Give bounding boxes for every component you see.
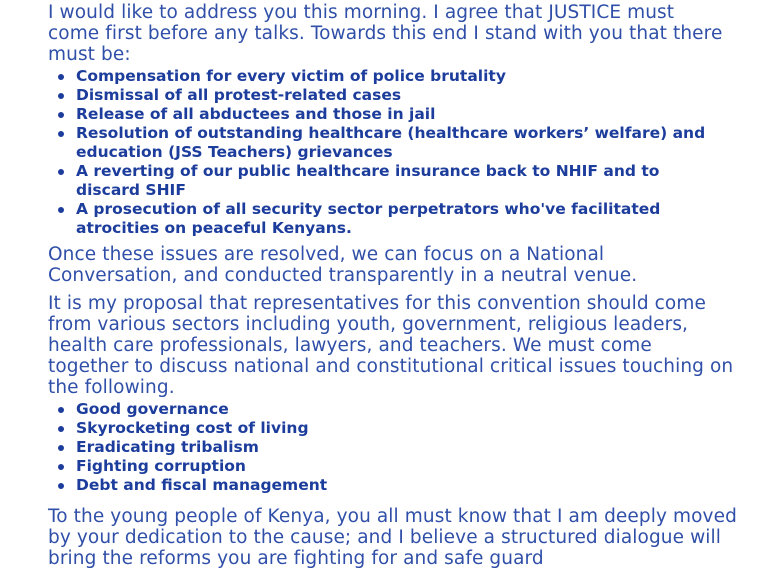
bullet-icon (58, 445, 64, 451)
list-item-text: Compensation for every victim of police brutality (76, 67, 506, 85)
list-item-text: Eradicating tribalism (76, 438, 259, 456)
bullet-icon (58, 464, 64, 470)
proposal-paragraph: It is my proposal that representatives for this convention should come from various sectors including youth, government, religious leaders, health care professionals, lawyers, and teachers. We must come together to discuss national and constitutional critical issues touching on the following. (48, 293, 734, 398)
list-item (58, 457, 718, 476)
issues-list (58, 400, 718, 495)
list-item-text: A prosecution of all security sector perpetrators who've facilitated atrocities on peaceful Kenyans. (76, 200, 661, 237)
bullet-icon (58, 169, 64, 175)
list-item (58, 162, 718, 200)
list-item-text: Dismissal of all protest-related cases (76, 86, 402, 104)
list-item-text: A reverting of our public healthcare insurance back to NHIF and to discard SHIF (76, 162, 660, 199)
bullet-icon (58, 131, 64, 137)
intro-paragraph: I would like to address you this morning. I agree that JUSTICE must come first before any talks. Towards this end I stand with you that there must be: (48, 2, 723, 65)
bullet-icon (58, 112, 64, 118)
list-item (58, 400, 718, 419)
bullet-icon (58, 93, 64, 99)
list-item-text: Resolution of outstanding healthcare (healthcare workers’ welfare) and education (JSS Teachers) grievances (76, 124, 706, 161)
bullet-icon (58, 407, 64, 413)
list-item-text: Release of all abductees and those in jail (76, 105, 436, 123)
list-item (58, 105, 718, 124)
bullet-icon (58, 426, 64, 432)
list-item (58, 438, 718, 457)
list-item-text: Skyrocketing cost of living (76, 419, 309, 437)
demands-list (58, 67, 718, 238)
list-item-text: Fighting corruption (76, 457, 246, 475)
resolved-paragraph: Once these issues are resolved, we can focus on a National Conversation, and conducted transparently in a neutral venue. (48, 244, 638, 286)
list-item (58, 200, 718, 238)
list-item (58, 476, 718, 495)
youth-paragraph: To the young people of Kenya, you all must know that I am deeply moved by your dedication to the cause; and I believe a structured dialogue will bring the reforms you are fighting for and safe guard (48, 506, 737, 569)
list-item-text: Debt and fiscal management (76, 476, 328, 494)
bullet-icon (58, 207, 64, 213)
bullet-icon (58, 483, 64, 489)
list-item (58, 67, 718, 86)
list-item (58, 124, 718, 162)
list-item-text: Good governance (76, 400, 229, 418)
list-item (58, 86, 718, 105)
bullet-icon (58, 74, 64, 80)
list-item (58, 419, 718, 438)
